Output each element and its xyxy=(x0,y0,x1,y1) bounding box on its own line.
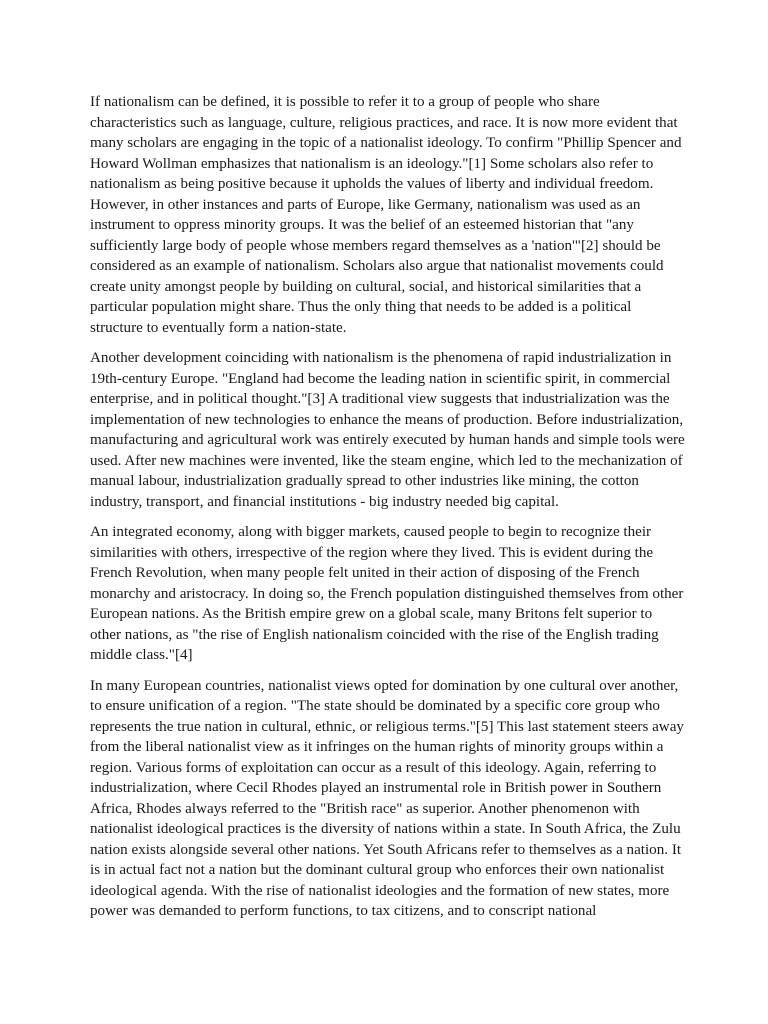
paragraph-4: In many European countries, nationalist views opted for domination by one cultural over another, to ensure unification of a region. "The state should be dominated by a specific core group who represents the true nation in cultural, ethnic, or religious terms."[5] This last statement steers away from the liberal nationalist view as it infringes on the human rights of minority groups within a region. Various forms of exploitation can occur as a result of this ideology. Again, referring to industrialization, where Cecil Rhodes played an instrumental role in British power in Southern Africa, Rhodes always referred to the "British race" as superior. Another phenomenon with nationalist ideological practices is the diversity of nations within a state. In South Africa, the Zulu nation exists alongside several other nations. Yet South Africans refer to themselves as a nation. It is in actual fact not a nation but the dominant cultural group who enforces their own nationalist ideological agenda. With the rise of nationalist ideologies and the formation of new states, more power was demanded to perform functions, to tax citizens, and to conscript national xyxy=(90,677,684,919)
paragraph-1: If nationalism can be defined, it is possible to refer it to a group of people who share characteristics such as language, culture, religious practices, and race. It is now more evident that many scholars are engaging in the topic of a nationalist ideology. To confirm "Phillip Spencer and Howard Wollman emphasizes that nationalism is an ideology."[1] Some scholars also refer to nationalism as being positive because it upholds the values of liberty and individual freedom. However, in other instances and parts of Europe, like Germany, nationalism was used as an instrument to oppress minority groups. It was the belief of an esteemed historian that "any sufficiently large body of people whose members regard themselves as a 'nation'"[2] should be considered as an example of nationalism. Scholars also argue that nationalist movements could create unity amongst people by building on cultural, social, and historical similarities that a particular population might share. Thus the only thing that needs to be added is a political structure to eventually form a nation-state. xyxy=(90,94,682,336)
document-body xyxy=(90,92,686,932)
paragraph-3: An integrated economy, along with bigger markets, caused people to begin to recognize their similarities with others, irrespective of the region where they lived. This is evident during the French Revolution, when many people felt united in their action of disposing of the French monarchy and aristocracy. In doing so, the French population distinguished themselves from other European nations. As the British empire grew on a global scale, many Britons felt superior to other nations, as "the rise of English nationalism coincided with the rise of the English trading middle class."[4] xyxy=(90,524,684,663)
paragraph-2: Another development coinciding with nationalism is the phenomena of rapid industrialization in 19th-century Europe. "England had become the leading nation in scientific spirit, in commercial enterprise, and in political thought."[3] A traditional view suggests that industrialization was the implementation of new technologies to enhance the means of production. Before industrialization, manufacturing and agricultural work was entirely executed by human hands and simple tools were used. After new machines were invented, like the steam engine, which led to the mechanization of manual labour, industrialization gradually spread to other industries like mining, the cotton industry, transport, and financial institutions - big industry needed big capital. xyxy=(90,350,685,510)
